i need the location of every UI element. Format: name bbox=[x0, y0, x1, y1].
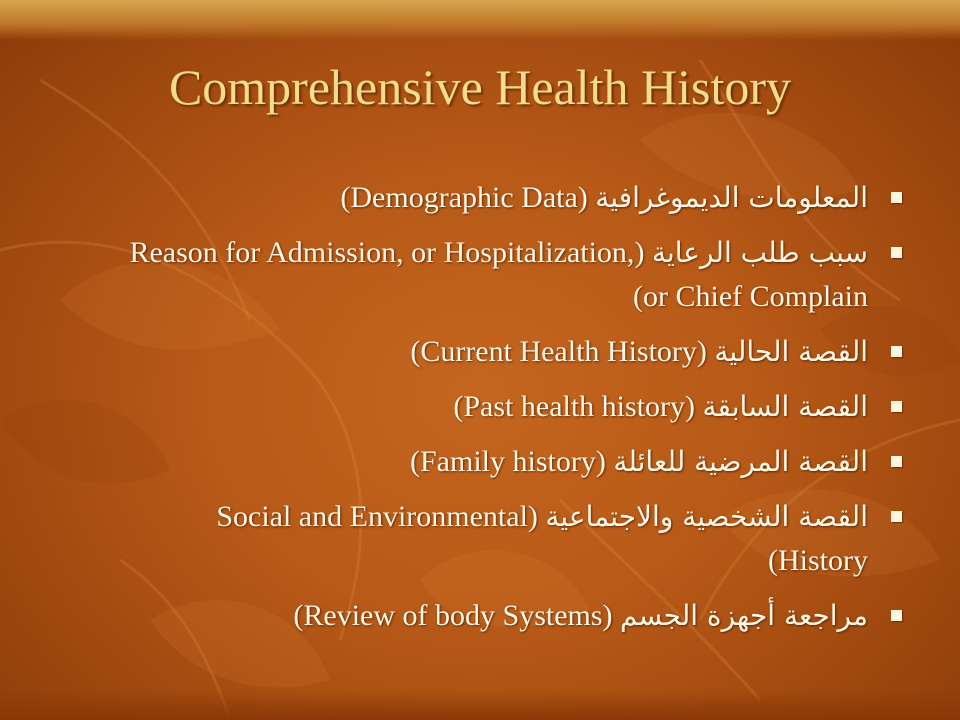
bullet-arabic-text: القصة المرضية للعائلة bbox=[613, 445, 868, 478]
bullet-english-text: (Family history) bbox=[409, 445, 606, 478]
bullet-english-text: (Demographic Data) bbox=[340, 181, 588, 214]
square-bullet-icon bbox=[891, 192, 902, 203]
bullet-item-social-environmental-history bbox=[118, 495, 908, 583]
bullet-english-text: (Reason for Admission, or Hospitalization, or Chief Complain) bbox=[129, 236, 868, 313]
bullet-item-current-health-history bbox=[118, 330, 908, 374]
bullet-item-family-history bbox=[118, 440, 908, 484]
bullet-item-review-of-systems bbox=[118, 594, 908, 638]
square-bullet-icon bbox=[891, 346, 902, 357]
bullet-arabic-text: القصة السابقة bbox=[702, 390, 868, 423]
bullet-english-text: (Current Health History) bbox=[410, 335, 707, 368]
square-bullet-icon bbox=[891, 456, 902, 467]
bullet-english-text: (Review of body Systems) bbox=[293, 599, 613, 632]
square-bullet-icon bbox=[891, 610, 902, 621]
square-bullet-icon bbox=[891, 511, 902, 522]
bullet-item-past-health-history bbox=[118, 385, 908, 429]
bullet-item-demographic-data bbox=[118, 176, 908, 220]
bullet-arabic-text: القصة الحالية bbox=[714, 335, 868, 368]
slide-title: Comprehensive Health History bbox=[168, 59, 792, 115]
bullet-arabic-text: القصة الشخصية والاجتماعية bbox=[545, 500, 868, 533]
bullet-item-reason-for-admission bbox=[118, 231, 908, 319]
square-bullet-icon bbox=[891, 401, 902, 412]
bullet-arabic-text: سبب طلب الرعاية bbox=[651, 236, 868, 269]
bullet-list bbox=[118, 176, 908, 649]
bullet-arabic-text: مراجعة أجهزة الجسم bbox=[620, 599, 868, 632]
square-bullet-icon bbox=[891, 247, 902, 258]
bullet-arabic-text: المعلومات الديموغرافية bbox=[595, 181, 868, 214]
bottom-gradient-band bbox=[0, 690, 960, 720]
bullet-english-text: (Past health history) bbox=[453, 390, 696, 423]
bullet-english-text: (Social and Environmental History) bbox=[216, 500, 868, 577]
